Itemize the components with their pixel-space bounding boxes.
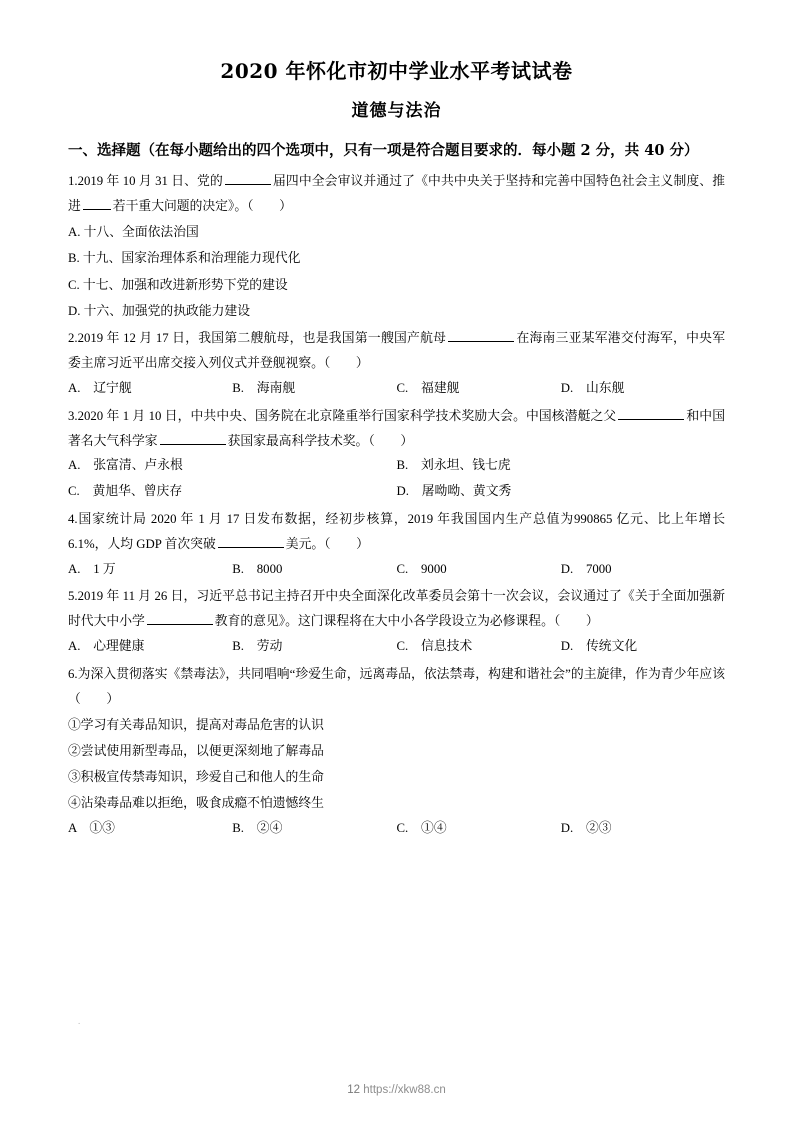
question-stem-part: 1.2019 年 10 月 31 日、党的	[68, 174, 223, 189]
option-c[interactable]: C. 黄旭华、曾庆存	[68, 484, 183, 499]
question-stem	[68, 404, 725, 454]
fill-blank	[448, 329, 514, 342]
page-number: 12	[347, 1084, 361, 1096]
fill-blank	[147, 612, 213, 625]
question-item	[68, 662, 725, 842]
option-a[interactable]: A. 张富清、卢永根	[68, 458, 183, 473]
option-list	[68, 557, 725, 583]
sub-item: ③积极宣传禁毒知识，珍爱自己和他人的生命	[68, 769, 324, 784]
page-footer	[0, 1084, 793, 1096]
question-item	[68, 507, 725, 583]
sub-item: ②尝试使用新型毒品，以便更深刻地了解毒品	[68, 743, 324, 758]
question-stem: 6.为深入贯彻落实《禁毒法》，共同唱响“珍爱生命，远离毒品，依法禁毒，构建和谐社会”的主旋律，作为青少年应该（ ）	[68, 666, 725, 706]
option-a[interactable]: A. 心理健康	[68, 639, 145, 654]
question-stem-part: 届四中全会审议并通过了《中共中央关于坚持和完善中国特色社会主义制度、推进	[68, 174, 726, 214]
question-item	[68, 326, 725, 402]
option-d[interactable]: D. 7000	[560, 561, 612, 576]
option-list	[68, 219, 725, 324]
question-stem-part: 3.2020 年 1 月 10 日，中共中央、国务院在北京隆重举行国家科学技术奖励大会。中国核潜艇之父	[68, 408, 617, 423]
question-stem-part: 若干重大问题的决定》。（ ）	[112, 199, 292, 214]
page-subtitle: 道德与法治	[351, 101, 442, 121]
option-d[interactable]: D. ②③	[560, 821, 612, 836]
option-b[interactable]: B. 海南舰	[232, 380, 296, 395]
question-item	[68, 404, 725, 505]
option-d[interactable]: D. 十六、加强党的执政能力建设	[68, 303, 250, 318]
fill-blank	[618, 406, 684, 419]
option-list	[68, 376, 725, 402]
question-stem-part: 2.2019 年 12 月 17 日，我国第二艘航母，也是我国第一艘国产航母	[68, 331, 447, 346]
sub-item: ①学习有关毒品知识，提高对毒品危害的认识	[68, 717, 324, 732]
question-stem-part: 美元。（ ）	[285, 536, 369, 551]
question-item	[68, 584, 725, 660]
fill-blank	[83, 197, 111, 210]
option-b[interactable]: B. 十九、国家治理体系和治理能力现代化	[68, 251, 301, 266]
question-stem-part: 和中国著名大气科学家	[68, 408, 726, 448]
question-stem	[68, 169, 725, 219]
section-heading: 一、选择题（在每小题给出的四个选项中，只有一项是符合题目要求的．每小题 2 分，共 40 分）	[68, 142, 699, 159]
option-c[interactable]: C. 9000	[396, 561, 447, 576]
option-b[interactable]: B. 劳动	[232, 639, 283, 654]
option-list	[68, 453, 725, 504]
option-b[interactable]: B. ②④	[232, 821, 283, 836]
question-stem-part: 获国家最高科学技术奖。（ ）	[227, 433, 414, 448]
option-list	[68, 816, 725, 842]
option-a[interactable]: A. 十八、全面依法治国	[68, 225, 199, 240]
option-d[interactable]: D. 传统文化	[560, 639, 638, 654]
corner-mark: .	[78, 1016, 81, 1026]
sub-item-list	[68, 712, 725, 817]
watermark-url: https://xkw88.cn	[363, 1084, 446, 1096]
page-title: 2020 年怀化市初中学业水平考试试卷	[220, 59, 573, 83]
question-stem-part: 4.国家统计局 2020 年 1 月 17 日发布数据，经初步核算，2019 年我国国内生产总值为990865 亿元、比上年增长 6.1%，人均 GDP 首次突破	[68, 511, 725, 551]
option-b[interactable]: B. 8000	[232, 561, 283, 576]
option-list	[68, 634, 725, 660]
question-stem-part: 在海南三亚某军港交付海军，中央军委主席习近平出席交接入列仪式并登舰视察。（ ）	[68, 331, 726, 370]
option-c[interactable]: C. 福建舰	[396, 380, 460, 395]
question-stem-part: 教育的意见》。这门课程将在大中小各学段设立为必修课程。（ ）	[214, 614, 599, 629]
question-stem	[68, 507, 725, 557]
option-c[interactable]: C. ①④	[396, 821, 447, 836]
question-stem	[68, 584, 725, 634]
fill-blank	[225, 172, 271, 185]
question-item	[68, 169, 725, 324]
option-b[interactable]: B. 刘永坦、钱七虎	[396, 458, 511, 473]
sub-item: ④沾染毒品难以拒绝，吸食成瘾不怕遗憾终生	[68, 796, 324, 811]
option-a[interactable]: A. 1 万	[68, 561, 116, 576]
option-d[interactable]: D. 屠呦呦、黄文秀	[396, 484, 512, 499]
question-stem	[68, 326, 725, 376]
fill-blank	[160, 431, 226, 444]
question-stem-part: 5.2019 年 11 月 26 日，习近平总书记主持召开中央全面深化改革委员会第十一次会议，会议通过了《关于全面加强新时代大中小学	[68, 589, 725, 629]
option-d[interactable]: D. 山东舰	[560, 380, 625, 395]
fill-blank	[218, 534, 284, 547]
option-c[interactable]: C. 信息技术	[396, 639, 473, 654]
option-a[interactable]: A ①③	[68, 821, 115, 836]
option-a[interactable]: A. 辽宁舰	[68, 380, 132, 395]
option-c[interactable]: C. 十七、加强和改进新形势下党的建设	[68, 277, 288, 292]
